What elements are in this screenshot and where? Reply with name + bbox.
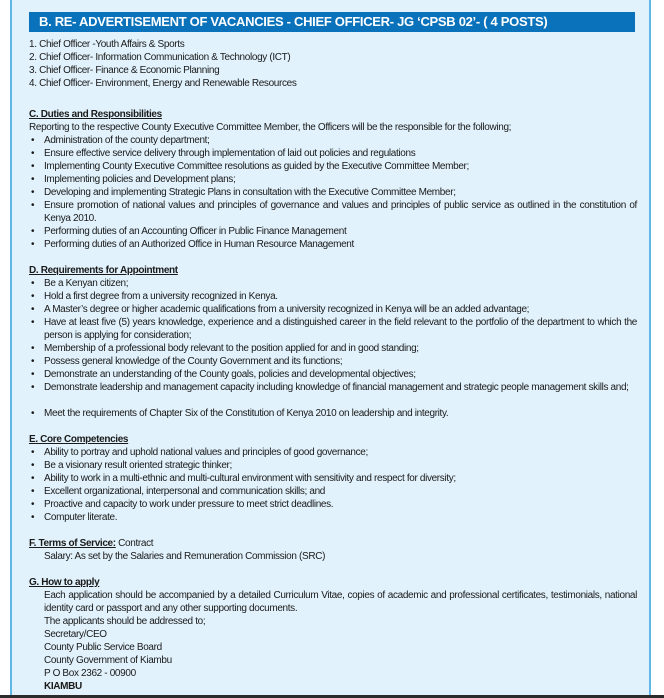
requirement-item: • Hold a first degree from a university recognized in Kenya. — [31, 291, 278, 302]
bullet-icon: • — [31, 239, 35, 250]
competency-item: • Excellent organizational, interpersonal and communication skills; and — [31, 486, 326, 497]
bullet-icon: • — [31, 226, 35, 237]
bullet-icon: • — [31, 317, 35, 328]
competency-item: • Be a visionary result oriented strategic thinker; — [31, 460, 232, 471]
position-item: 3. Chief Officer- Finance & Economic Planning — [29, 65, 220, 76]
competencies-section — [29, 433, 637, 524]
requirement-item: • Be a Kenyan citizen; — [31, 278, 129, 289]
bullet-icon: • — [31, 499, 35, 510]
address-city: KIAMBU — [44, 681, 82, 692]
terms-row — [29, 537, 637, 550]
bullet-icon: • — [31, 460, 35, 471]
bullet-icon: • — [31, 369, 35, 380]
position-item: 4. Chief Officer- Environment, Energy and Renewable Resources — [29, 78, 297, 89]
requirement-item: • Demonstrate leadership and management capacity including knowledge of financial management and strategic people management skills and; — [31, 382, 629, 393]
terms-heading: F. Terms of Service: — [29, 538, 116, 549]
bullet-icon: • — [31, 187, 35, 198]
duty-item: • Performing duties of an Accounting Officer in Public Finance Management — [31, 226, 347, 237]
bullet-icon: • — [31, 447, 35, 458]
positions-list — [29, 38, 637, 90]
requirement-item: • Possess general knowledge of the County Government and its functions; — [31, 356, 343, 367]
bullet-icon: • — [31, 174, 35, 185]
requirement-item: • A Master’s degree or higher academic qualifications from a university recognized in Kenya will be an added advantage; — [31, 304, 530, 315]
bullet-icon: • — [31, 135, 35, 146]
bullet-icon: • — [31, 161, 35, 172]
competencies-heading: E. Core Competencies — [29, 434, 129, 445]
requirements-heading: D. Requirements for Appointment — [29, 265, 178, 276]
requirement-item: • Demonstrate an understanding of the County goals, policies and developmental objectives; — [31, 369, 416, 380]
competency-item: • Proactive and capacity to work under pressure to meet strict deadlines. — [31, 499, 334, 510]
position-item: 1. Chief Officer -Youth Affairs & Sports — [29, 39, 185, 50]
section-header: B. RE- ADVERTISEMENT OF VACANCIES - CHIEF OFFICER- JG ‘CPSB 02’- ( 4 POSTS) — [29, 12, 635, 32]
apply-heading: G. How to apply — [29, 577, 100, 588]
apply-section — [29, 576, 637, 693]
bullet-icon: • — [31, 343, 35, 354]
duty-item: • Ensure effective service delivery through implementation of laid out policies and regulations — [31, 148, 416, 159]
address-intro: The applicants should be addressed to; — [44, 616, 206, 627]
duty-item: • Administration of the county department; — [31, 135, 210, 146]
duties-section — [29, 108, 637, 251]
address-line: County Government of Kiambu — [44, 655, 172, 666]
competency-item: • Ability to work in a multi-ethnic and multi-cultural environment with sensitivity and respect for diversity; — [31, 473, 456, 484]
bullet-icon: • — [31, 473, 35, 484]
requirement-item: • Membership of a professional body relevant to the position applied for and in good standing; — [31, 343, 419, 354]
salary-line: Salary: As set by the Salaries and Remuneration Commission (SRC) — [44, 551, 326, 562]
competency-item: • Computer literate. — [31, 512, 118, 523]
terms-value: Contract — [115, 538, 154, 549]
requirement-item: • Have at least five (5) years knowledge, experience and a distinguished career in the field relevant to the portfolio of the department to which the person is applying for consideration; — [31, 317, 637, 341]
duty-item: • Implementing County Executive Committee resolutions as guided by the Executive Committee Member; — [31, 161, 469, 172]
bullet-icon: • — [31, 408, 35, 419]
bullet-icon: • — [31, 382, 35, 393]
bullet-icon: • — [31, 278, 35, 289]
duty-item: • Performing duties of an Authorized Office in Human Resource Management — [31, 239, 354, 250]
apply-paragraph: Each application should be accompanied by a detailed Curriculum Vitae, copies of academic and professional certificates, testimonials, national identity card or passport and any other supporting documents. — [44, 590, 637, 614]
duties-heading: C. Duties and Responsibilities — [29, 109, 162, 120]
bullet-icon: • — [31, 356, 35, 367]
address-line: Secretary/CEO — [44, 629, 107, 640]
advert-content — [29, 38, 637, 693]
duty-item: • Developing and implementing Strategic Plans in consultation with the Executive Committee Member; — [31, 187, 456, 198]
bullet-icon: • — [31, 512, 35, 523]
duties-intro: Reporting to the respective County Executive Committee Member, the Officers will be the responsible for the following; — [29, 122, 512, 133]
position-item: 2. Chief Officer- Information Communication & Technology (ICT) — [29, 52, 291, 63]
requirements-section — [29, 264, 637, 420]
terms-section — [29, 537, 637, 563]
duty-item: • Implementing policies and Development plans; — [31, 174, 236, 185]
duty-item: • Ensure promotion of national values and principles of governance and values and principles of public service as outlined in the constitution of Kenya 2010. — [31, 200, 637, 224]
requirement-item: • Meet the requirements of Chapter Six of the Constitution of Kenya 2010 on leadership and integrity. — [31, 408, 449, 419]
address-line: County Public Service Board — [44, 642, 162, 653]
bullet-icon: • — [31, 291, 35, 302]
bullet-icon: • — [31, 486, 35, 497]
bullet-icon: • — [31, 148, 35, 159]
bullet-icon: • — [31, 304, 35, 315]
competency-item: • Ability to portray and uphold national values and principles of good governance; — [31, 447, 368, 458]
bullet-icon: • — [31, 200, 35, 211]
address-line: P O Box 2362 - 00900 — [44, 668, 136, 679]
